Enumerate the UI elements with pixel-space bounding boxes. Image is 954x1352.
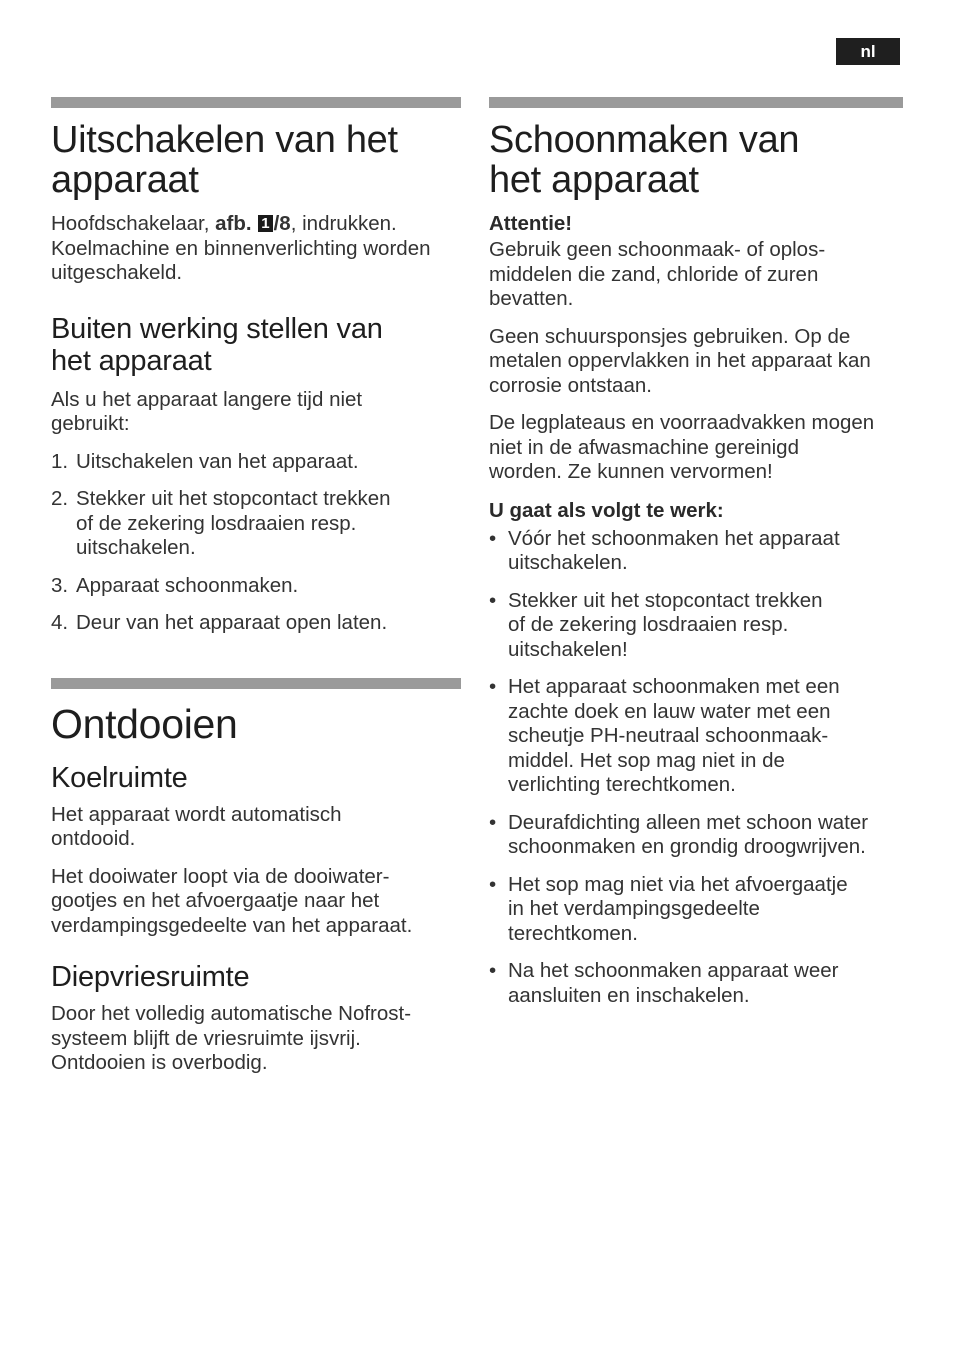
step-text-line: of de zekering losdraaien resp. [76, 511, 357, 535]
section-divider-bar [489, 97, 903, 108]
bullet-text-line: verlichting terechtkomen. [508, 773, 736, 796]
fridge-paragraph-2 [51, 865, 461, 939]
bullet-dot-icon: • [489, 675, 497, 698]
section-divider-bar [51, 678, 461, 689]
text-line: De legplateaus en voorraadvakken mogen [489, 411, 875, 434]
step-text-line: Stekker uit het stopcontact trekken [76, 487, 391, 510]
procedure-heading: U gaat als volgt te werk: [489, 498, 724, 522]
title-line: Uitschakelen van het [51, 119, 398, 161]
text-line: Het dooiwater loopt via de dooiwater- [51, 864, 390, 888]
out-of-service-intro [51, 388, 461, 437]
step-number: 3. [51, 573, 69, 597]
text-line: Als u het apparaat langere tijd niet [51, 387, 363, 411]
text-line: niet in de afwasmachine gereinigd [489, 435, 799, 459]
text-line: gootjes en het afvoergaatje naar het [51, 889, 380, 912]
text-run: , indrukken. [290, 212, 397, 235]
subsection-title-freezer: Diepvriesruimte [51, 961, 250, 993]
bullet-text-line: Het apparaat schoonmaken met een [508, 675, 840, 698]
text-line: systeem blijft de vriesruimte ijsvrij. [51, 1026, 361, 1050]
bullet-text-line: Stekker uit het stopcontact trekken [508, 588, 823, 612]
right-column [489, 97, 903, 1008]
text-line: Koelmachine en binnenverlichting worden [51, 236, 431, 260]
subsection-title-fridge: Koelruimte [51, 761, 188, 794]
step-item [51, 611, 461, 636]
step-text-line: Deur van het apparaat open laten. [76, 611, 388, 634]
bullet-item [489, 527, 903, 576]
bullet-text-line: aansluiten en inschakelen. [508, 983, 750, 1007]
bullet-text-line: scheutje PH-neutraal schoonmaak- [508, 724, 829, 747]
cleaning-warning-paragraph-3 [489, 411, 903, 485]
text-line: worden. Ze kunnen vervormen! [489, 460, 773, 483]
step-number: 4. [51, 611, 69, 634]
text-line: Ontdooien is overbodig. [51, 1051, 268, 1074]
text-line: Gebruik geen schoonmaak- of oplos- [489, 238, 826, 261]
step-text-line: Uitschakelen van het apparaat. [76, 449, 359, 473]
bullet-text-line: in het verdampingsgedeelte [508, 897, 760, 920]
section-title-cleaning [489, 120, 903, 200]
language-tab: nl [836, 38, 900, 65]
step-number: 1. [51, 449, 69, 473]
text-line: ontdooid. [51, 827, 136, 850]
step-number: 2. [51, 487, 69, 510]
text-line: metalen oppervlakken in het apparaat kan [489, 349, 871, 372]
text-line: bevatten. [489, 287, 574, 310]
bullet-dot-icon: • [489, 810, 497, 834]
switch-off-paragraph [51, 212, 461, 286]
bullet-text-line: of de zekering losdraaien resp. [508, 613, 789, 636]
step-text-line: Apparaat schoonmaken. [76, 573, 299, 597]
bullet-text-line: schoonmaken en grondig droogwrijven. [508, 835, 866, 858]
subsection-title-out-of-service [51, 313, 461, 377]
title-line: het apparaat [51, 344, 212, 377]
cleaning-warning-paragraph-2 [489, 325, 903, 399]
text-line: corrosie ontstaan. [489, 373, 652, 397]
bullet-text-line: Het sop mag niet via het afvoergaatje [508, 872, 848, 896]
bullet-dot-icon: • [489, 959, 497, 982]
text-line: Het apparaat wordt automatisch [51, 802, 342, 826]
text-line: middelen die zand, chloride of zuren [489, 262, 819, 286]
attention-label: Attentie! [489, 212, 573, 235]
freezer-paragraph [51, 1002, 461, 1076]
bullet-item [489, 811, 903, 860]
left-column [51, 97, 461, 1076]
step-item [51, 574, 461, 599]
text-line: verdampingsgedeelte van het apparaat. [51, 913, 413, 937]
cleaning-steps-list [489, 527, 903, 1009]
text-run: Hoofdschakelaar, [51, 212, 216, 235]
bullet-text-line: terechtkomen. [508, 921, 638, 945]
section-divider-bar [51, 97, 461, 108]
cleaning-warning-paragraph-1 [489, 238, 903, 312]
bullet-text-line: Deurafdichting alleen met schoon water [508, 810, 869, 834]
text-line: Door het volledig automatische Nofrost- [51, 1002, 412, 1025]
bullet-item [489, 675, 903, 798]
title-line: het apparaat [489, 159, 699, 201]
bullet-text-line: uitschakelen! [508, 637, 628, 661]
bullet-dot-icon: • [489, 526, 497, 550]
out-of-service-steps [51, 450, 461, 636]
section-title-defrost: Ontdooien [51, 700, 238, 747]
bullet-item [489, 589, 903, 663]
step-item [51, 487, 461, 561]
bullet-item [489, 959, 903, 1008]
bullet-text-line: uitschakelen. [508, 551, 628, 574]
step-text-line: uitschakelen. [76, 536, 196, 559]
bullet-item [489, 873, 903, 947]
step-item [51, 450, 461, 475]
section-title-switch-off [51, 120, 461, 200]
text-line: Geen schuursponsjes gebruiken. Op de [489, 324, 851, 348]
bullet-text-line: Na het schoonmaken apparaat weer [508, 959, 839, 982]
fridge-paragraph-1 [51, 803, 461, 852]
figure-number-badge: 1 [258, 215, 272, 232]
text-line: uitgeschakeld. [51, 261, 183, 284]
title-line: Schoonmaken van [489, 119, 800, 161]
bullet-text-line: middel. Het sop mag niet in de [508, 748, 785, 772]
text-line: gebruikt: [51, 412, 130, 435]
bullet-dot-icon: • [489, 872, 497, 896]
figure-suffix: /8 [273, 212, 291, 235]
bullet-text-line: zachte doek en lauw water met een [508, 699, 831, 723]
figure-label: afb. [215, 212, 252, 235]
bullet-dot-icon: • [489, 588, 497, 612]
title-line: Buiten werking stellen van [51, 312, 383, 345]
title-line: apparaat [51, 159, 199, 201]
bullet-text-line: Vóór het schoonmaken het apparaat [508, 526, 840, 550]
